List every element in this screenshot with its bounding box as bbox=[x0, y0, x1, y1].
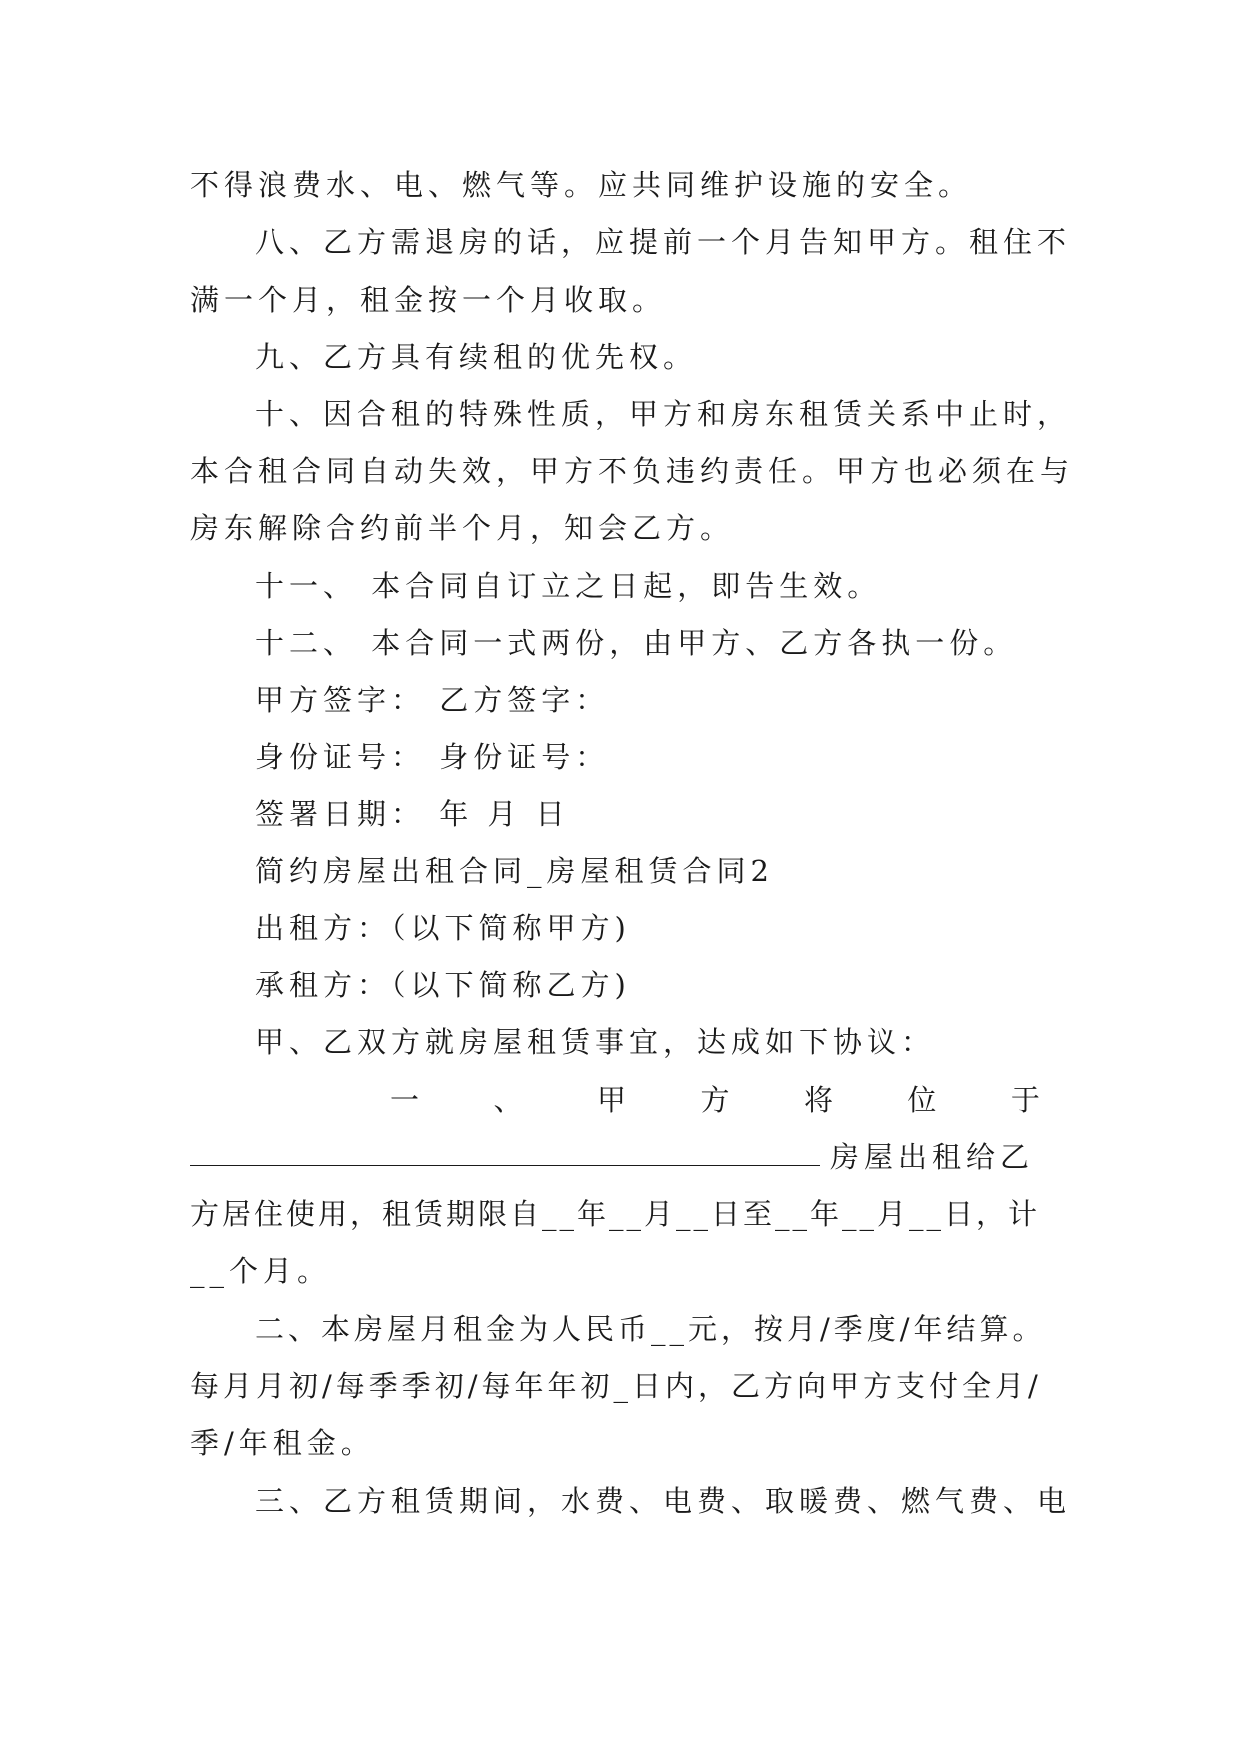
clause-11: 十一、 本合同自订立之日起，即告生效。 bbox=[255, 569, 882, 603]
clause-1-heading bbox=[390, 1080, 1040, 1120]
clause-8: 八、乙方需退房的话，应提前一个月告知甲方。租住不 bbox=[255, 225, 1072, 259]
address-blank-line bbox=[190, 1165, 820, 1166]
lessee-line: 承租方：（以下简称乙方) bbox=[255, 968, 631, 1002]
clause-1-char: 甲 bbox=[596, 1083, 626, 1117]
clause-1-char: 方 bbox=[700, 1083, 730, 1117]
clause-9: 九、乙方具有续租的优先权。 bbox=[255, 340, 698, 374]
clause-1-char: 于 bbox=[1010, 1083, 1040, 1117]
text-line: 每月月初/每季季初/每年年初_日内，乙方向甲方支付全月/ bbox=[190, 1369, 1042, 1403]
text-line: 房东解除合约前半个月，知会乙方。 bbox=[190, 511, 735, 545]
clause-12: 十二、 本合同一式两份，由甲方、乙方各执一份。 bbox=[255, 626, 1018, 660]
text-line: __个月。 bbox=[190, 1254, 332, 1288]
contract-title: 简约房屋出租合同_房屋租赁合同2 bbox=[255, 854, 774, 888]
signature-line: 甲方签字： 乙方签字： bbox=[255, 683, 610, 717]
clause-2: 二、本房屋月租金为人民币__元，按月/季度/年结算。 bbox=[255, 1312, 1046, 1346]
clause-1-char: 位 bbox=[907, 1083, 937, 1117]
agreement-intro: 甲、乙双方就房屋租赁事宜，达成如下协议： bbox=[255, 1025, 936, 1059]
clause-1-char: 一 bbox=[390, 1083, 420, 1117]
clause-1-char: 将 bbox=[803, 1083, 833, 1117]
id-number-line: 身份证号： 身份证号： bbox=[255, 740, 610, 774]
text-line: 本合租合同自动失效，甲方不负违约责任。甲方也必须在与 bbox=[190, 454, 1075, 488]
text-line: 不得浪费水、电、燃气等。应共同维护设施的安全。 bbox=[190, 168, 973, 202]
lessor-line: 出租方：（以下简称甲方) bbox=[255, 911, 631, 945]
text-line: 房屋出租给乙 bbox=[830, 1140, 1035, 1174]
text-line: 季/年租金。 bbox=[190, 1426, 375, 1460]
signing-date-line: 签署日期： 年 月 日 bbox=[255, 797, 570, 831]
text-line: 满一个月，租金按一个月收取。 bbox=[190, 283, 667, 317]
lease-term-line: 方居住使用，租赁期限自__年__月__日至__年__月__日，计 bbox=[190, 1197, 1041, 1231]
clause-1-char: 、 bbox=[493, 1083, 523, 1117]
clause-3: 三、乙方租赁期间，水费、电费、取暖费、燃气费、电 bbox=[255, 1484, 1072, 1518]
clause-10: 十、因合租的特殊性质，甲方和房东租赁关系中止时， bbox=[255, 397, 1072, 431]
